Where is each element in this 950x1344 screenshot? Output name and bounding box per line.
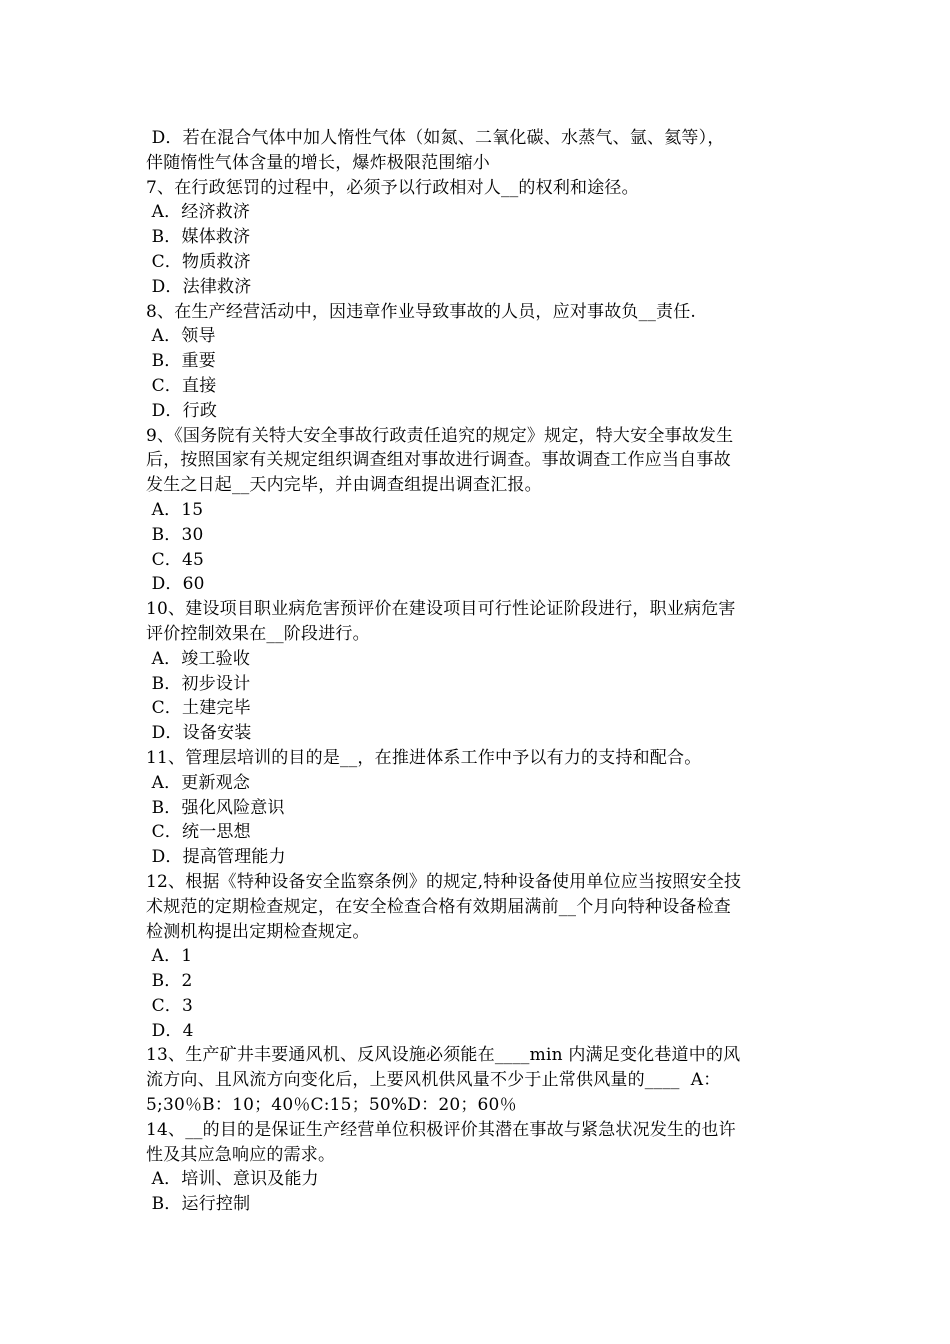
- option-c: C．物质救济: [146, 251, 251, 272]
- question-13-cont: 流方向、且风流方向变化后，上要风机供风量不少于止常供风量的____ A：: [146, 1070, 721, 1091]
- option-b: B．媒体救济: [146, 227, 251, 248]
- question-8: 8、在生产经营活动中，因违章作业导致事故的人员，应对事故负__责任.: [146, 301, 697, 322]
- question-12-cont: 术规范的定期检查规定，在安全检查合格有效期届满前__个月向特种设备检查: [146, 896, 731, 917]
- option-b: B．重要: [146, 351, 216, 372]
- option-d: D．设备安装: [146, 723, 252, 744]
- question-12-cont: 检测机构提出定期检查规定。: [146, 921, 370, 942]
- option-a: A．经济救济: [146, 202, 251, 223]
- text-line: 伴随惰性气体含量的增长，爆炸极限范围缩小: [146, 152, 490, 173]
- option-d: D．法律救济: [146, 276, 252, 297]
- question-9-cont: 后，按照国家有关规定组织调查组对事故进行调查。事故调查工作应当自事故: [146, 450, 731, 471]
- option-a: A．培训、意识及能力: [146, 1169, 319, 1190]
- question-9-cont: 发生之日起__天内完毕，并由调查组提出调查汇报。: [146, 475, 542, 496]
- option-d: D．行政: [146, 400, 218, 421]
- option-b: B．运行控制: [146, 1194, 251, 1215]
- option-c: C．土建完毕: [146, 698, 251, 719]
- question-10-cont: 评价控制效果在__阶段进行。: [146, 623, 370, 644]
- option-a: A．竣工验收: [146, 648, 251, 669]
- option-c: C．45: [146, 549, 205, 570]
- text-line: D．若在混合气体中加人惰性气体（如氮、二氧化碳、水蒸气、氩、氦等），: [146, 128, 725, 148]
- question-11: 11、管理层培训的目的是__，在推进体系工作中予以有力的支持和配合。: [146, 747, 702, 768]
- question-7: 7、在行政惩罚的过程中，必须予以行政相对人__的权利和途径。: [146, 177, 639, 198]
- option-d: D．60: [146, 574, 205, 595]
- option-b: B．强化风险意识: [146, 797, 285, 818]
- option-b: B．初步设计: [146, 673, 251, 694]
- option-a: A．1: [146, 946, 193, 967]
- option-d: D．4: [146, 1020, 194, 1041]
- option-a: A．领导: [146, 326, 216, 347]
- question-14: 14、__的目的是保证生产经营单位积极评价其潜在事故与紧急状况发生的也许: [146, 1119, 736, 1140]
- option-c: C．3: [146, 995, 194, 1016]
- question-9: 9、《国务院有关特大安全事故行政责任追究的规定》规定，特大安全事故发生: [146, 425, 734, 446]
- option-b: B．30: [146, 524, 204, 545]
- question-14-cont: 性及其应急响应的需求。: [146, 1144, 336, 1165]
- option-a: A．更新观念: [146, 772, 251, 793]
- question-13: 13、生产矿井丰要通风机、反风设施必须能在____min 内满足变化巷道中的风: [146, 1045, 741, 1066]
- option-a: A．15: [146, 499, 204, 520]
- option-d: D．提高管理能力: [146, 847, 286, 868]
- option-c: C．直接: [146, 375, 217, 396]
- option-b: B．2: [146, 971, 193, 992]
- question-10: 10、建设项目职业病危害预评价在建设项目可行性论证阶段进行，职业病危害: [146, 599, 736, 620]
- question-13-options: 5;30％B：10；40％C:15；50%D：20；60％: [146, 1095, 517, 1116]
- document-body: [146, 126, 816, 1217]
- question-12: 12、根据《特种设备安全监察条例》的规定,特种设备使用单位应当按照安全技: [146, 871, 742, 892]
- option-c: C．统一思想: [146, 822, 251, 843]
